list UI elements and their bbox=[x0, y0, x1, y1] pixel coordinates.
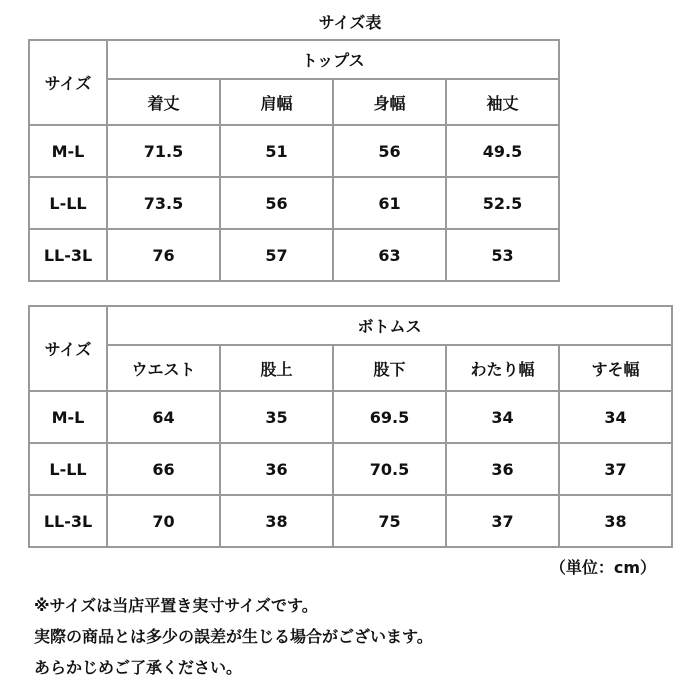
size-cell: M-L bbox=[29, 391, 107, 443]
note-line: ※サイズは当店平置き実寸サイズです。 bbox=[34, 596, 318, 615]
value-cell: 56 bbox=[220, 177, 333, 229]
tops-column-header: 着丈 bbox=[107, 79, 220, 125]
size-cell: L-LL bbox=[29, 443, 107, 495]
value-cell: 37 bbox=[559, 443, 672, 495]
size-cell: LL-3L bbox=[29, 495, 107, 547]
tops-column-header: 袖丈 bbox=[446, 79, 559, 125]
tops-size-table bbox=[28, 39, 560, 282]
table-row bbox=[29, 391, 672, 443]
value-cell: 69.5 bbox=[333, 391, 446, 443]
size-cell: LL-3L bbox=[29, 229, 107, 281]
value-cell: 56 bbox=[333, 125, 446, 177]
value-cell: 57 bbox=[220, 229, 333, 281]
value-cell: 75 bbox=[333, 495, 446, 547]
size-cell: M-L bbox=[29, 125, 107, 177]
value-cell: 70 bbox=[107, 495, 220, 547]
value-cell: 76 bbox=[107, 229, 220, 281]
value-cell: 52.5 bbox=[446, 177, 559, 229]
value-cell: 37 bbox=[446, 495, 559, 547]
table-row bbox=[29, 229, 559, 281]
page-title: サイズ表 bbox=[318, 13, 382, 32]
value-cell: 71.5 bbox=[107, 125, 220, 177]
note-line: 実際の商品とは多少の誤差が生じる場合がございます。 bbox=[34, 627, 433, 646]
table-row bbox=[29, 443, 672, 495]
value-cell: 36 bbox=[446, 443, 559, 495]
bottoms-column-header: 股上 bbox=[220, 345, 333, 391]
size-cell: L-LL bbox=[29, 177, 107, 229]
notes bbox=[34, 590, 433, 683]
value-cell: 38 bbox=[559, 495, 672, 547]
value-cell: 35 bbox=[220, 391, 333, 443]
bottoms-column-header: わたり幅 bbox=[446, 345, 559, 391]
value-cell: 34 bbox=[446, 391, 559, 443]
value-cell: 51 bbox=[220, 125, 333, 177]
value-cell: 64 bbox=[107, 391, 220, 443]
value-cell: 61 bbox=[333, 177, 446, 229]
table-row bbox=[29, 177, 559, 229]
bottoms-column-header: すそ幅 bbox=[559, 345, 672, 391]
value-cell: 66 bbox=[107, 443, 220, 495]
bottoms-group-header: ボトムス bbox=[107, 306, 672, 345]
value-cell: 34 bbox=[559, 391, 672, 443]
value-cell: 38 bbox=[220, 495, 333, 547]
tops-column-header: 肩幅 bbox=[220, 79, 333, 125]
bottoms-column-header: ウエスト bbox=[107, 345, 220, 391]
value-cell: 70.5 bbox=[333, 443, 446, 495]
value-cell: 73.5 bbox=[107, 177, 220, 229]
note-line: あらかじめご了承ください。 bbox=[34, 658, 243, 677]
value-cell: 49.5 bbox=[446, 125, 559, 177]
bottoms-column-header: 股下 bbox=[333, 345, 446, 391]
value-cell: 63 bbox=[333, 229, 446, 281]
bottoms-size-header: サイズ bbox=[29, 306, 107, 391]
unit-note: （単位：cm） bbox=[549, 558, 656, 577]
table-row bbox=[29, 125, 559, 177]
value-cell: 36 bbox=[220, 443, 333, 495]
tops-group-header: トップス bbox=[107, 40, 559, 79]
bottoms-size-table bbox=[28, 305, 673, 548]
tops-size-header: サイズ bbox=[29, 40, 107, 125]
tops-column-header: 身幅 bbox=[333, 79, 446, 125]
value-cell: 53 bbox=[446, 229, 559, 281]
table-row bbox=[29, 495, 672, 547]
